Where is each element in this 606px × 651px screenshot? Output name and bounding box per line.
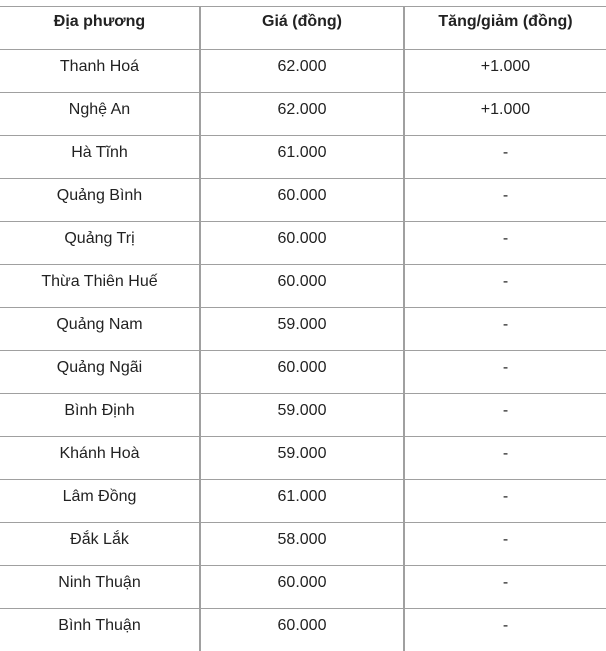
region-cell: Khánh Hoà xyxy=(0,437,200,480)
region-cell: Thanh Hoá xyxy=(0,50,200,93)
price-cell: 62.000 xyxy=(200,93,404,136)
table-row xyxy=(0,265,606,308)
price-cell: 60.000 xyxy=(200,351,404,394)
region-cell: Đắk Lắk xyxy=(0,523,200,566)
region-cell: Bình Thuận xyxy=(0,609,200,651)
region-cell: Nghệ An xyxy=(0,93,200,136)
change-cell: - xyxy=(404,265,606,308)
table-row xyxy=(0,136,606,179)
price-cell: 62.000 xyxy=(200,50,404,93)
change-cell: - xyxy=(404,437,606,480)
change-cell: - xyxy=(404,609,606,651)
region-cell: Quảng Trị xyxy=(0,222,200,265)
region-cell: Hà Tĩnh xyxy=(0,136,200,179)
region-cell: Bình Định xyxy=(0,394,200,437)
price-cell: 58.000 xyxy=(200,523,404,566)
table-row xyxy=(0,609,606,651)
region-cell: Lâm Đồng xyxy=(0,480,200,523)
table-row xyxy=(0,179,606,222)
table-row xyxy=(0,222,606,265)
price-cell: 60.000 xyxy=(200,179,404,222)
table-row xyxy=(0,523,606,566)
price-cell: 60.000 xyxy=(200,609,404,651)
price-cell: 61.000 xyxy=(200,136,404,179)
table-row xyxy=(0,437,606,480)
price-cell: 60.000 xyxy=(200,566,404,609)
table-row xyxy=(0,480,606,523)
header-price: Giá (đồng) xyxy=(200,7,404,50)
region-cell: Ninh Thuận xyxy=(0,566,200,609)
change-cell: - xyxy=(404,308,606,351)
region-cell: Thừa Thiên Huế xyxy=(0,265,200,308)
price-cell: 59.000 xyxy=(200,308,404,351)
header-change: Tăng/giảm (đồng) xyxy=(404,7,606,50)
change-cell: +1.000 xyxy=(404,50,606,93)
price-cell: 60.000 xyxy=(200,222,404,265)
change-cell: - xyxy=(404,523,606,566)
price-cell: 59.000 xyxy=(200,394,404,437)
change-cell: - xyxy=(404,480,606,523)
table-row xyxy=(0,308,606,351)
change-cell: - xyxy=(404,179,606,222)
change-cell: +1.000 xyxy=(404,93,606,136)
table-row xyxy=(0,394,606,437)
table-row xyxy=(0,50,606,93)
price-cell: 61.000 xyxy=(200,480,404,523)
price-cell: 60.000 xyxy=(200,265,404,308)
table-row xyxy=(0,351,606,394)
table-row xyxy=(0,566,606,609)
region-cell: Quảng Ngãi xyxy=(0,351,200,394)
change-cell: - xyxy=(404,222,606,265)
region-cell: Quảng Nam xyxy=(0,308,200,351)
price-table xyxy=(0,6,606,651)
price-cell: 59.000 xyxy=(200,437,404,480)
table-row xyxy=(0,93,606,136)
region-cell: Quảng Bình xyxy=(0,179,200,222)
change-cell: - xyxy=(404,394,606,437)
change-cell: - xyxy=(404,351,606,394)
header-region: Địa phương xyxy=(0,7,200,50)
header-row xyxy=(0,7,606,50)
change-cell: - xyxy=(404,566,606,609)
change-cell: - xyxy=(404,136,606,179)
